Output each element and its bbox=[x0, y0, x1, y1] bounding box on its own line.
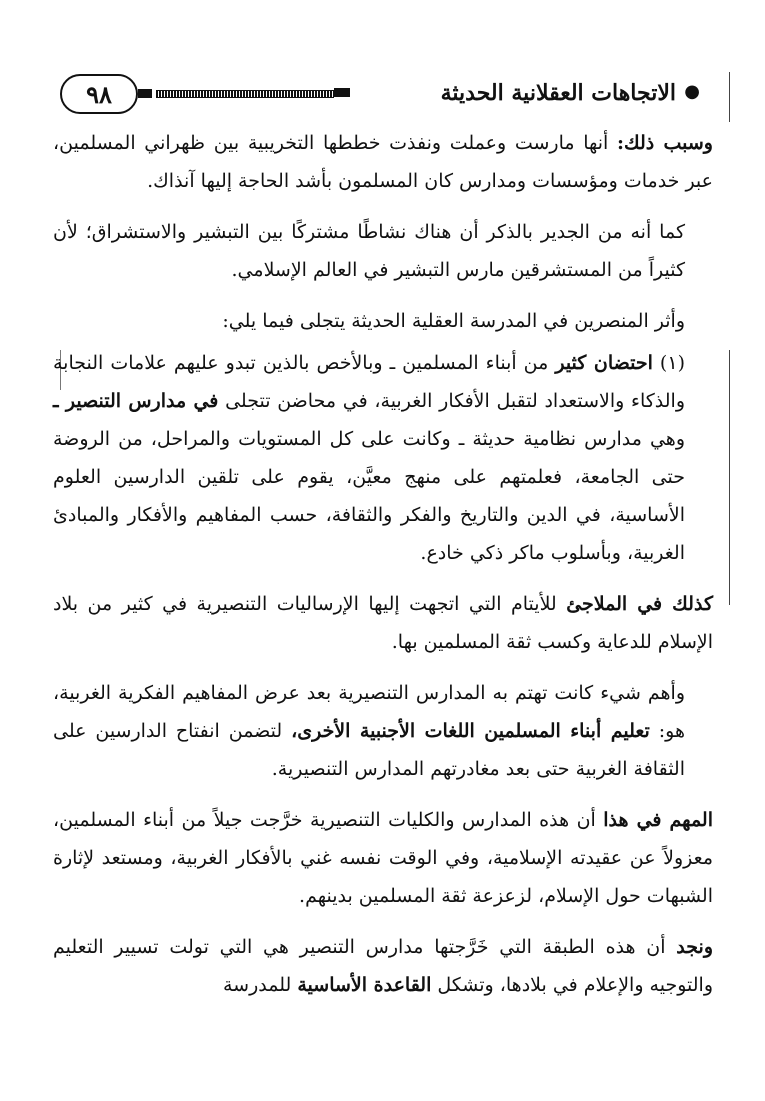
paragraph-lead: وسبب ذلك: bbox=[616, 132, 713, 154]
running-title: الاتجاهات العقلانية الحديثة bbox=[440, 80, 676, 106]
item-number: (١) bbox=[659, 352, 685, 374]
paragraph bbox=[53, 302, 713, 340]
paragraph bbox=[53, 585, 713, 661]
page-number bbox=[60, 74, 138, 114]
paragraph-text: أن هذه الطبقة التي خَرَّجتها مدارس التنصير هي التي تولت تسيير التعليم والتوجيه والإعلام في بلادها، وتشكل bbox=[53, 936, 713, 996]
header-rule-line bbox=[156, 90, 334, 98]
paragraph-text: وأهم شيء كانت تهتم به المدارس التنصيرية بعد عرض المفاهيم الفكرية الغربية، هو: bbox=[53, 682, 685, 742]
margin-line bbox=[729, 72, 730, 122]
paragraph-gap bbox=[53, 661, 713, 674]
paragraph-text-continued: لتضمن انفتاح الدارسين على الثقافة الغربية حتى بعد مغادرتهم المدارس التنصيرية. bbox=[53, 720, 685, 780]
paragraph-lead: ونجد bbox=[676, 936, 713, 958]
margin-line bbox=[729, 350, 730, 605]
paragraph-text: أنها مارست وعملت ونفذت خططها التخريبية بين ظهراني المسلمين، عبر خدمات ومؤسسات ومدارس كان المسلمون بأشد الحاجة إليها آنذاك. bbox=[53, 132, 713, 192]
paragraph-emphasis: القاعدة الأساسية bbox=[297, 974, 432, 996]
ornament-icon: ● bbox=[684, 81, 700, 102]
page-header bbox=[60, 74, 700, 118]
paragraph-emphasis: تعليم أبناء المسلمين اللغات الأجنبية الأخرى، bbox=[291, 720, 650, 742]
paragraph-lead: المهم في هذا bbox=[603, 809, 713, 831]
paragraph-gap bbox=[53, 915, 713, 928]
paragraph-emphasis: في مدارس التنصير ـ bbox=[53, 390, 219, 412]
paragraph-text: وأثر المنصرين في المدرسة العقلية الحديثة يتجلى فيما يلي: bbox=[222, 310, 685, 332]
paragraph bbox=[53, 674, 713, 788]
paragraph-text-continued: للمدرسة bbox=[223, 974, 298, 996]
paragraph bbox=[53, 801, 713, 915]
paragraph-lead: احتضان كثير bbox=[555, 352, 653, 374]
paragraph-gap bbox=[53, 289, 713, 302]
paragraph-text: كما أنه من الجدير بالذكر أن هناك نشاطًا مشتركًا بين التبشير والاستشراق؛ لأن كثيراً من المستشرقين مارس التبشير في العالم الإسلامي. bbox=[53, 221, 685, 281]
paragraph-text-continued: وهي مدارس نظامية حديثة ـ وكانت على كل المستويات والمراحل، من الروضة حتى الجامعة، فعلمتهم على منهج معيَّن، يقوم على تلقين الدارسين العلوم الأساسية، في الدين والتاريخ والفكر والثقافة، حسب المفاهيم والأفكار والمبادئ الغربية، وبأسلوب ماكر ذكي خادع. bbox=[53, 428, 685, 564]
paragraph-gap bbox=[53, 572, 713, 585]
page-body bbox=[53, 124, 713, 1004]
paragraph-lead: كذلك في الملاجئ bbox=[566, 593, 713, 615]
header-rule-block bbox=[334, 88, 350, 97]
paragraph-text: من أبناء المسلمين ـ وبالأخص بالذين تبدو عليهم علامات النجابة والذكاء والاستعداد لتقبل الأفكار الغربية، في محاضن تتجلى bbox=[53, 352, 685, 412]
paragraph-text: للأيتام التي اتجهت إليها الإرساليات التنصيرية في كثير من بلاد الإسلام للدعاية وكسب ثقة المسلمين بها. bbox=[53, 593, 713, 653]
page-number-text: ٩٨ bbox=[86, 79, 112, 109]
paragraph-text: أن هذه المدارس والكليات التنصيرية خرَّجت جيلاً من أبناء المسلمين، معزولاً عن عقيدته الإسلامية، وفي الوقت نفسه غني بالأفكار الغربية، ومستعد لإثارة الشبهات حول الإسلام، لزعزعة ثقة المسلمين بدينهم. bbox=[53, 809, 713, 907]
numbered-paragraph bbox=[53, 344, 713, 572]
paragraph-gap bbox=[53, 788, 713, 801]
header-rule-block bbox=[138, 89, 152, 98]
paragraph bbox=[53, 124, 713, 200]
paragraph bbox=[53, 928, 713, 1004]
paragraph bbox=[53, 213, 713, 289]
paragraph-gap bbox=[53, 200, 713, 213]
